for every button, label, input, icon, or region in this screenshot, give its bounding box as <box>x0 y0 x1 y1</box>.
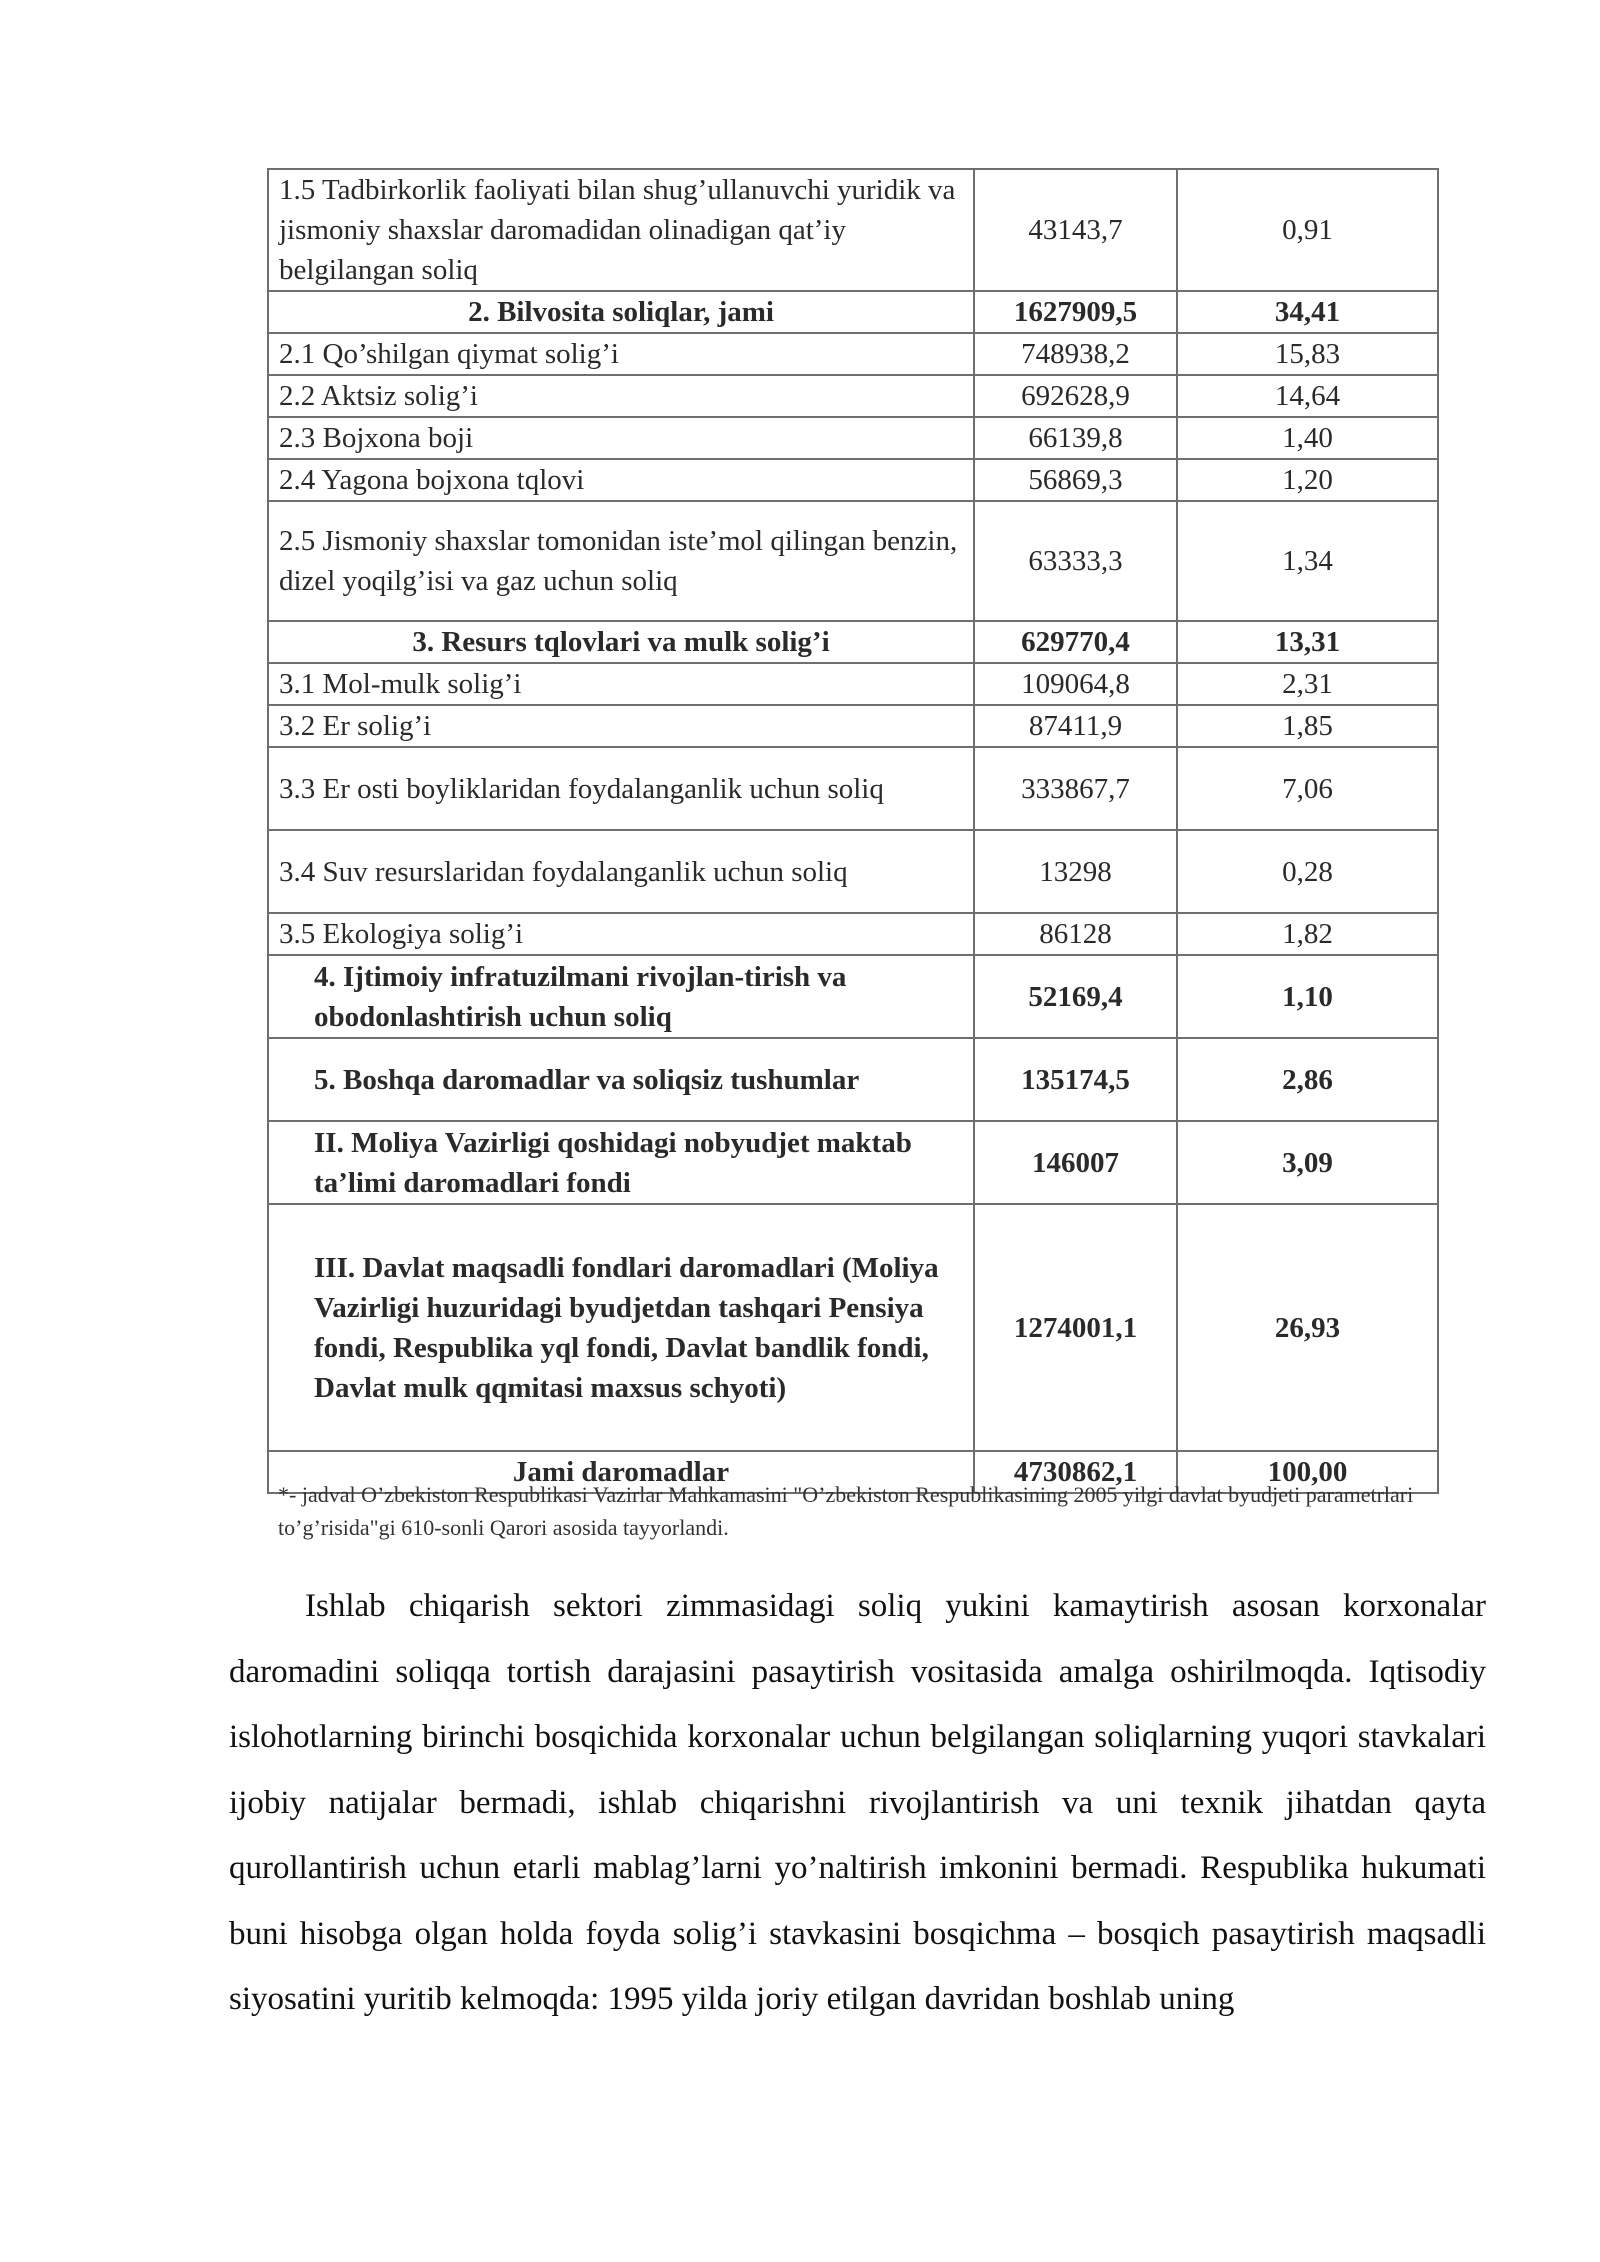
row-share: 2,86 <box>1177 1038 1438 1121</box>
row-amount: 692628,9 <box>974 375 1177 417</box>
row-label: 2.5 Jismoniy shaxslar tomonidan iste’mol qilingan benzin, dizel yoqilg’isi va gaz uchun soliq <box>268 501 974 621</box>
row-label: Jami daromadlar <box>268 1451 974 1493</box>
row-share: 34,41 <box>1177 291 1438 333</box>
table-row <box>268 747 1438 830</box>
row-amount: 135174,5 <box>974 1038 1177 1121</box>
revenue-table-container <box>267 168 1437 1494</box>
row-share: 26,93 <box>1177 1204 1438 1451</box>
row-share: 1,10 <box>1177 955 1438 1038</box>
row-label: 4. Ijtimoiy infratuzilmani rivojlan-tirish va obodonlashtirish uchun soliq <box>268 955 974 1038</box>
revenue-table <box>267 168 1439 1494</box>
row-amount: 109064,8 <box>974 663 1177 705</box>
row-label: III. Davlat maqsadli fondlari daromadlari (Moliya Vazirligi huzuridagi byudjetdan tashqari Pensiya fondi, Respublika yql fondi, Davlat bandlik fondi, Davlat mulk qqmitasi maxsus schyoti) <box>268 1204 974 1451</box>
row-label: 3.5 Ekologiya solig’i <box>268 913 974 955</box>
table-row <box>268 333 1438 375</box>
table-row <box>268 705 1438 747</box>
row-share: 2,31 <box>1177 663 1438 705</box>
row-amount: 66139,8 <box>974 417 1177 459</box>
row-share: 100,00 <box>1177 1451 1438 1493</box>
body-paragraph: Ishlab chiqarish sektori zimmasidagi soliq yukini kamaytirish asosan korxonalar daromadini soliqqa tortish darajasini pasaytirish vositasida amalga oshirilmoqda. Iqtisodiy islohotlarning birinchi bosqichida korxonalar uchun belgilangan soliqlarning yuqori stavkalari ijobiy natijalar bermadi, ishlab chiqarishni rivojlantirish va uni texnik jihatdan qayta qurollantirish uchun etarli mablag’larni yo’naltirish imkonini bermadi. Respublika hukumati buni hisobga olgan holda foyda solig’i stavkasini bosqichma – bosqich pasaytirish maqsadli siyosatini yuritib kelmoqda: 1995 yilda joriy etilgan davridan boshlab uning <box>229 1588 1486 2017</box>
row-label: 3.3 Er osti boyliklaridan foydalanganlik uchun soliq <box>268 747 974 830</box>
table-row <box>268 417 1438 459</box>
table-row <box>268 830 1438 913</box>
row-label: 3.4 Suv resurslaridan foydalanganlik uchun soliq <box>268 830 974 913</box>
table-row <box>268 169 1438 291</box>
row-label: 5. Boshqa daromadlar va soliqsiz tushumlar <box>268 1038 974 1121</box>
table-row <box>268 375 1438 417</box>
row-amount: 52169,4 <box>974 955 1177 1038</box>
row-share: 0,28 <box>1177 830 1438 913</box>
row-label: 2. Bilvosita soliqlar, jami <box>268 291 974 333</box>
row-amount: 87411,9 <box>974 705 1177 747</box>
row-amount: 4730862,1 <box>974 1451 1177 1493</box>
row-label: 3.2 Er solig’i <box>268 705 974 747</box>
row-share: 14,64 <box>1177 375 1438 417</box>
table-row <box>268 1038 1438 1121</box>
row-amount: 146007 <box>974 1121 1177 1204</box>
row-amount: 1627909,5 <box>974 291 1177 333</box>
row-label: 1.5 Tadbirkorlik faoliyati bilan shug’ullanuvchi yuridik va jismoniy shaxslar daromadidan olinadigan qat’iy belgilangan soliq <box>268 169 974 291</box>
table-row <box>268 501 1438 621</box>
row-amount: 43143,7 <box>974 169 1177 291</box>
row-label: 2.3 Bojxona boji <box>268 417 974 459</box>
row-share: 13,31 <box>1177 621 1438 663</box>
row-amount: 86128 <box>974 913 1177 955</box>
row-share: 1,85 <box>1177 705 1438 747</box>
row-amount: 13298 <box>974 830 1177 913</box>
row-label: 2.1 Qo’shilgan qiymat solig’i <box>268 333 974 375</box>
row-label: 2.4 Yagona bojxona tqlovi <box>268 459 974 501</box>
row-label: II. Moliya Vazirligi qoshidagi nobyudjet maktab ta’limi daromadlari fondi <box>268 1121 974 1204</box>
row-share: 1,82 <box>1177 913 1438 955</box>
row-label: 3.1 Mol-mulk solig’i <box>268 663 974 705</box>
row-share: 0,91 <box>1177 169 1438 291</box>
row-amount: 748938,2 <box>974 333 1177 375</box>
table-row <box>268 621 1438 663</box>
row-share: 1,20 <box>1177 459 1438 501</box>
row-share: 1,40 <box>1177 417 1438 459</box>
row-share: 1,34 <box>1177 501 1438 621</box>
row-amount: 333867,7 <box>974 747 1177 830</box>
row-label: 2.2 Aktsiz solig’i <box>268 375 974 417</box>
row-share: 3,09 <box>1177 1121 1438 1204</box>
table-row <box>268 1204 1438 1451</box>
row-amount: 63333,3 <box>974 501 1177 621</box>
revenue-table-body <box>268 169 1438 1493</box>
table-row <box>268 1121 1438 1204</box>
table-row <box>268 291 1438 333</box>
row-amount: 56869,3 <box>974 459 1177 501</box>
row-amount: 629770,4 <box>974 621 1177 663</box>
row-amount: 1274001,1 <box>974 1204 1177 1451</box>
row-label: 3. Resurs tqlovlari va mulk solig’i <box>268 621 974 663</box>
row-share: 15,83 <box>1177 333 1438 375</box>
table-row <box>268 913 1438 955</box>
table-row <box>268 663 1438 705</box>
table-row <box>268 955 1438 1038</box>
table-footnote: *- jadval O’zbekiston Respublikasi Vazirlar Mahkamasini "O’zbekiston Respublikasining 2005 yilgi davlat byudjeti parametrlari to’g’risida"gi 610-sonli Qarori asosida tayyorlandi. <box>278 1482 1414 1540</box>
row-share: 7,06 <box>1177 747 1438 830</box>
table-row <box>268 459 1438 501</box>
